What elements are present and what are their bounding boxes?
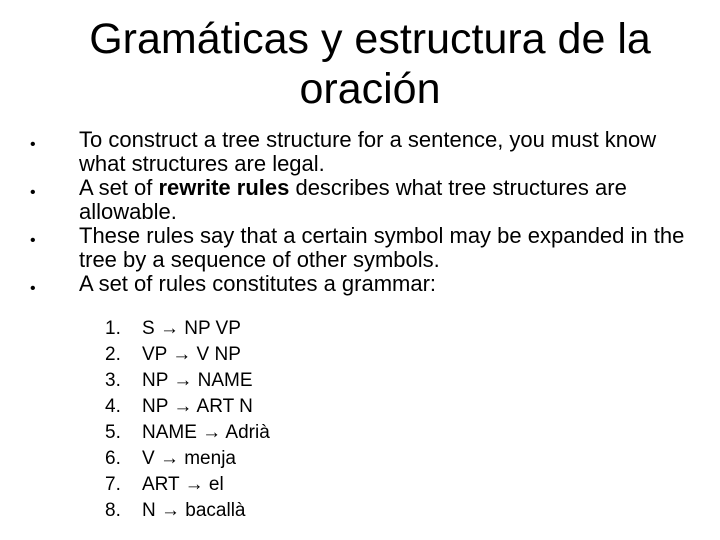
rule-number: 8. <box>105 500 121 521</box>
grammar-rule <box>0 446 720 472</box>
rule-number: 6. <box>105 448 121 469</box>
rule-text: VP → V NP <box>142 344 241 365</box>
bullet-item-grammar <box>0 272 720 296</box>
grammar-rule <box>0 394 720 420</box>
grammar-rule <box>0 368 720 394</box>
rule-text: V → menja <box>142 448 236 469</box>
grammar-rule <box>0 498 720 524</box>
rule-text: NP → ART N <box>142 396 253 417</box>
grammar-rule <box>0 316 720 342</box>
bullet-text-bold: rewrite rules <box>158 175 290 200</box>
bullet-dot-icon: • <box>30 184 36 201</box>
rule-text: NAME → Adrià <box>142 422 270 443</box>
rule-number: 4. <box>105 396 121 417</box>
bullet-text: These rules say that a certain symbol may be expanded in the tree by a sequence of other symbols. <box>79 223 685 272</box>
grammar-rule <box>0 420 720 446</box>
slide-title <box>40 14 700 114</box>
rule-number: 3. <box>105 370 121 391</box>
bullet-text: To construct a tree structure for a sentence, you must know what structures are legal. <box>79 127 657 176</box>
bullet-list <box>0 128 720 296</box>
bullet-text-post: describes what tree structures are allowable. <box>79 175 627 224</box>
title-line-2: oración <box>299 65 441 113</box>
rule-number: 5. <box>105 422 121 443</box>
rule-number: 1. <box>105 318 121 339</box>
rule-number: 2. <box>105 344 121 365</box>
bullet-item-expansion <box>0 224 720 272</box>
bullet-item-rewrite-rules <box>0 176 720 224</box>
rule-text: S → NP VP <box>142 318 241 339</box>
rule-text: ART → el <box>142 474 224 495</box>
grammar-rule <box>0 342 720 368</box>
rule-text: N → bacallà <box>142 500 246 521</box>
title-line-1: Gramáticas y estructura de la <box>89 15 651 63</box>
rule-number: 7. <box>105 474 121 495</box>
bullet-dot-icon: • <box>30 280 36 297</box>
bullet-item-construct <box>0 128 720 176</box>
grammar-rule <box>0 472 720 498</box>
bullet-dot-icon: • <box>30 232 36 249</box>
bullet-text-pre: A set of <box>79 175 159 200</box>
grammar-rule-list <box>0 316 720 524</box>
rule-text: NP → NAME <box>142 370 253 391</box>
bullet-dot-icon: • <box>30 136 36 153</box>
bullet-text: A set of rules constitutes a grammar: <box>79 271 437 296</box>
